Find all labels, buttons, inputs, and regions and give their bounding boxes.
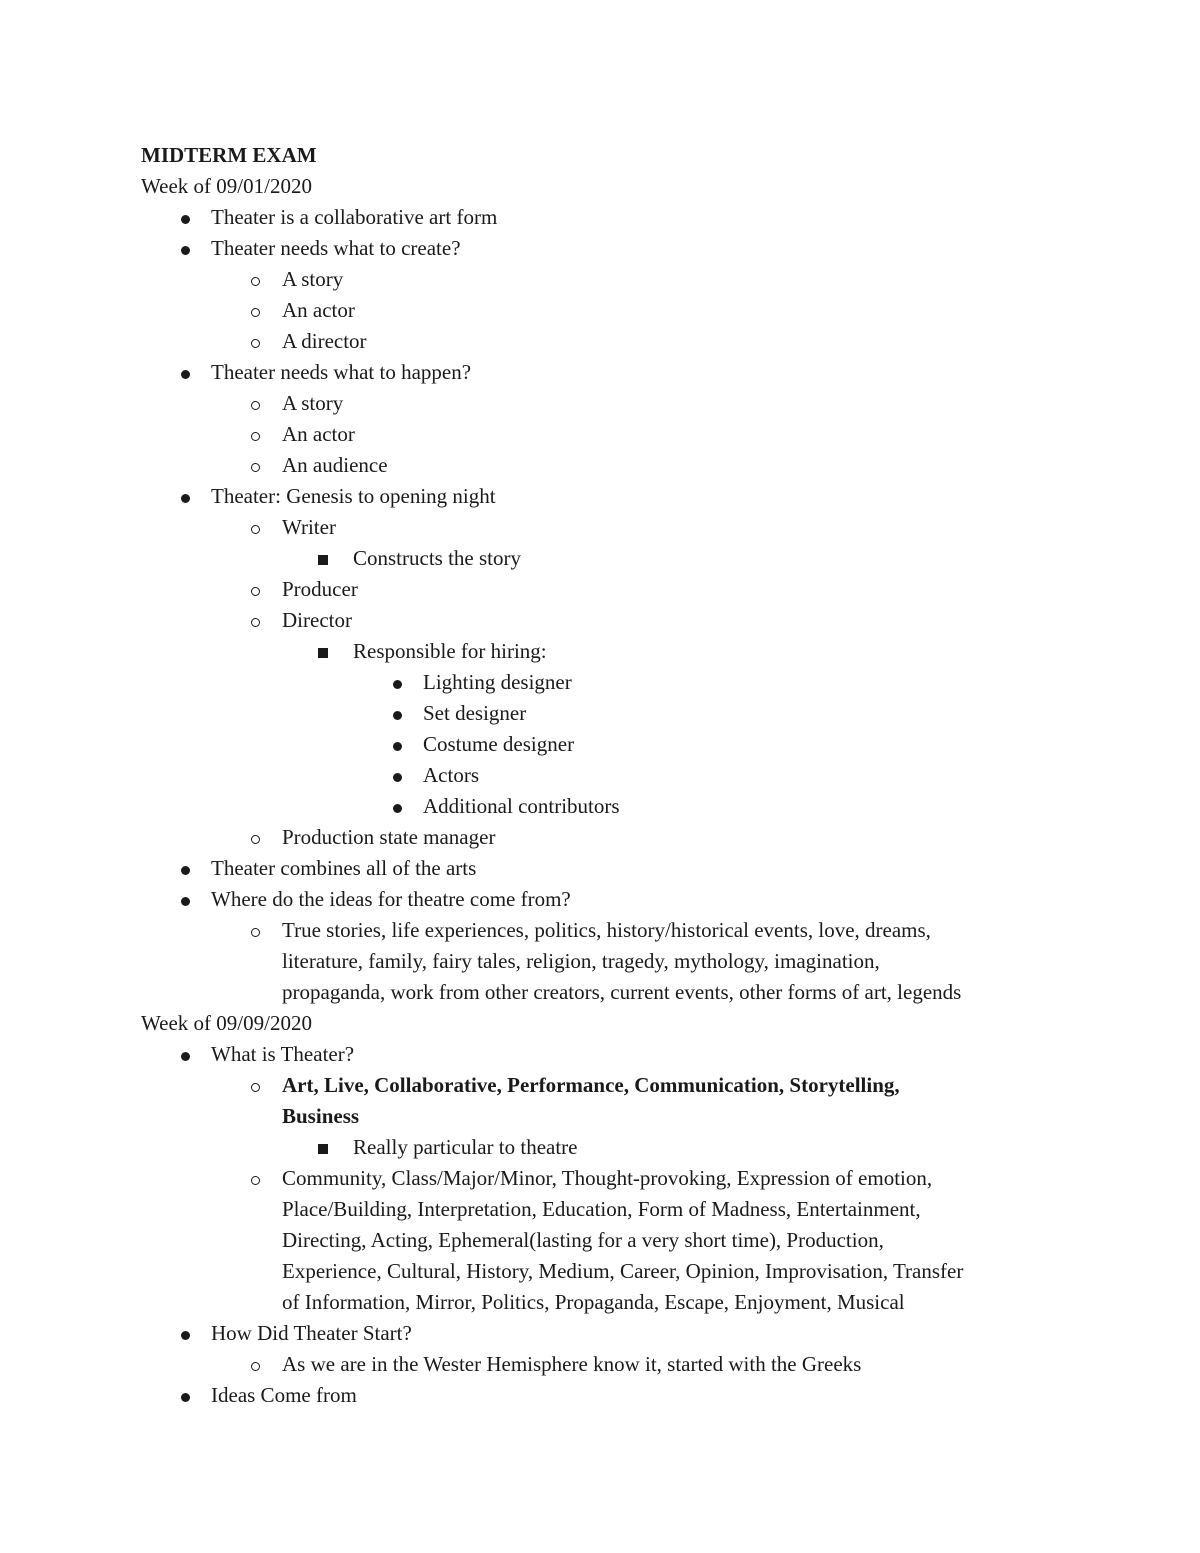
bullet-ring-icon	[251, 401, 260, 410]
bullet-dot-icon	[181, 866, 190, 875]
bullet-square-icon	[318, 648, 328, 658]
bullet-ring-icon	[251, 835, 260, 844]
bullet-dot-icon	[181, 215, 190, 224]
bullet-dot-icon	[393, 804, 402, 813]
bullet-ring-icon	[251, 525, 260, 534]
bullet-dot-icon	[181, 897, 190, 906]
bullet-ring-icon	[251, 1083, 260, 1092]
bullet-square-icon	[318, 1144, 328, 1154]
bullet-dot-icon	[181, 1331, 190, 1340]
bullet-dot-icon	[181, 246, 190, 255]
bullet-ring-icon	[251, 618, 260, 627]
document-page: MIDTERM EXAM Week of 09/01/2020 Theater is a collaborative art form Theater needs what to create? A story An actor A director Theater needs what to happen? A story An actor An audience Theater: Genesis to opening night Writer Constructs the story Producer Director Responsible for hiring: Lighting designer Set designer Costume designer Actors Additional contributors Production state manager Theater combines all of the arts Where do the ideas for theatre come from? True stories, life experiences, politics, history/historical events, love, dreams, literature, family, fairy tales, religion, tragedy, mythology, imagination, propaganda, work from other creators, current events, other forms of art, legends Week of 09/09/2020 What is Theater? Art, Live, Collaborative, Performance, Communication, Storytelling, Business Really particular to theatre Community, Class/Major/Minor, Thought-provoking, Expression of emotion, Place/Building, Interpretation, Education, Form of Madness, Entertainment, Directing, Acting, Ephemeral(lasting for a very short time), Production, Experience, Cultural, History, Medium, Career, Opinion, Improvisation, Transfer of Information, Mirror, Politics, Propaganda, Escape, Enjoyment, Musical How Did Theater Start? As we are in the Wester Hemisphere know it, started with the Greeks Ideas Come from	[141, 143, 964, 1407]
bullet-ring-icon	[251, 1362, 260, 1371]
bullet-ring-icon	[251, 277, 260, 286]
bullet-dot-icon	[181, 1393, 190, 1402]
bullet-ring-icon	[251, 432, 260, 441]
bullet-dot-icon	[181, 1052, 190, 1061]
bullet-ring-icon	[251, 1176, 260, 1185]
bullet-dot-icon	[393, 680, 402, 689]
bullet-dot-icon	[393, 773, 402, 782]
bullet-ring-icon	[251, 308, 260, 317]
bullet-square-icon	[318, 555, 328, 565]
bullet-ring-icon	[251, 463, 260, 472]
bullet-dot-icon	[181, 494, 190, 503]
bullet-dot-icon	[393, 711, 402, 720]
bullet-dot-icon	[393, 742, 402, 751]
bullet-ring-icon	[251, 339, 260, 348]
bullet-ring-icon	[251, 928, 260, 937]
bullet-dot-icon	[181, 370, 190, 379]
bullet-ring-icon	[251, 587, 260, 596]
